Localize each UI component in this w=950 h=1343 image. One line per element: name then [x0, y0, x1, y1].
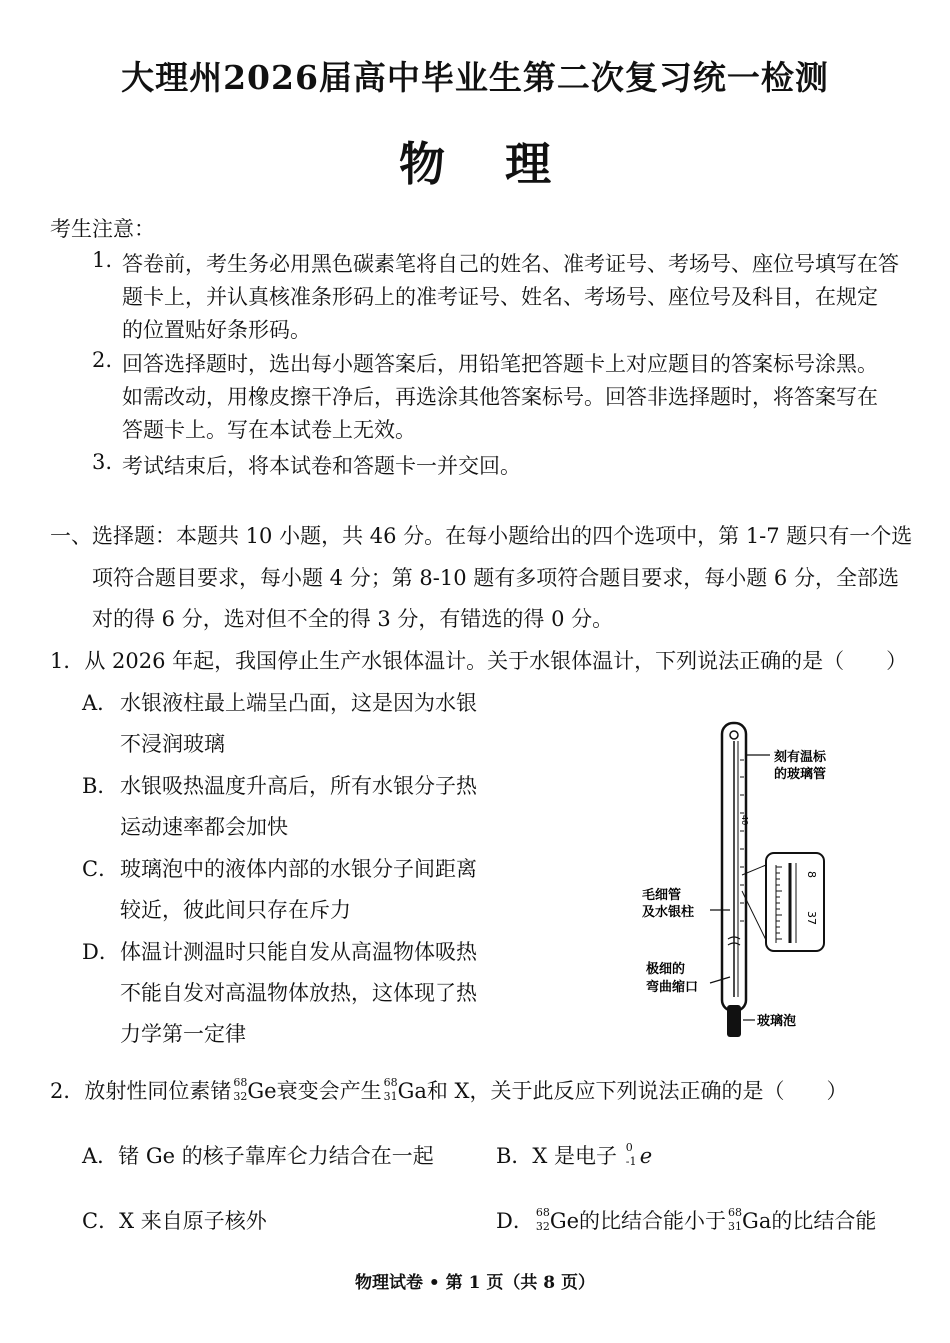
option-label: B． — [82, 774, 119, 798]
stem-part: 和 X，关于此反应下列说法正确的是（ ） — [426, 1079, 848, 1103]
label-tube-line1: 刻有温标 — [774, 750, 827, 765]
element-symbol: Ga — [742, 1209, 772, 1233]
option-label: D． — [496, 1209, 534, 1233]
page-footer: 物理试卷 • 第 1 页（共 8 页） — [354, 1273, 596, 1293]
isotope-ga: 68 31 — [383, 1076, 398, 1103]
scale-label: 40 — [740, 815, 749, 826]
notice-item-line: 题卡上，并认真核准条形码上的准考证号、姓名、考场号、座位号及科目，在规定 — [122, 285, 878, 309]
option-text: 运动速率都会加快 — [120, 815, 288, 839]
option-text: 不能自发对高温物体放热，这体现了热 — [120, 981, 477, 1005]
q2-option-b — [496, 1140, 652, 1170]
notice-item-number: 2. — [92, 348, 113, 372]
q2-option-d — [496, 1205, 876, 1235]
section-instruction: 对的得 6 分，选对但不全的得 3 分，有错选的得 0 分。 — [92, 607, 614, 631]
option-text: 较近，彼此间只存在斥力 — [120, 898, 351, 922]
q2-option-a: A．锗 Ge 的核子靠库仑力结合在一起 — [82, 1144, 434, 1168]
option-text: 体温计测温时只能自发从高温物体吸热 — [120, 940, 477, 964]
isotope-ga: 68 31 — [728, 1206, 743, 1233]
option-text: 的比结合能小于 — [579, 1209, 727, 1233]
notice-item-line: 的位置贴好条形码。 — [122, 318, 311, 342]
option-text: B．X 是电子 — [496, 1144, 618, 1168]
notice-heading: 考生注意： — [50, 217, 155, 241]
option-text: 力学第一定律 — [120, 1022, 246, 1046]
label-neck-line1: 极细的 — [646, 962, 686, 977]
question-1-stem: 1．从 2026 年起，我国停止生产水银体温计。关于水银体温计，下列说法正确的是（ ） — [50, 649, 908, 673]
notice-item-line: 考试结束后，将本试卷和答题卡一并交回。 — [122, 454, 521, 478]
option-label: D． — [82, 940, 120, 964]
element-symbol: Ge — [549, 1209, 580, 1233]
label-tube-line2: 的玻璃管 — [774, 767, 827, 782]
thermometer-figure — [630, 715, 860, 1045]
isotope-ge: 68 32 — [233, 1076, 248, 1103]
notice-item-number: 3. — [92, 450, 113, 474]
electron-notation: 0 -1 — [625, 1141, 637, 1168]
option-text: 水银液柱最上端呈凸面，这是因为水银 — [120, 691, 477, 715]
option-text: 的比结合能 — [771, 1209, 877, 1233]
stem-part: 衰变会产生 — [276, 1079, 382, 1103]
option-label: A． — [82, 691, 119, 715]
exam-title: 大理州2026届高中毕业生第二次复习统一检测 — [121, 58, 829, 97]
section-instruction: 一、选择题：本题共 10 小题，共 46 分。在每小题给出的四个选项中，第 1-7 题只有一个选 — [50, 524, 913, 548]
notice-item-line: 如需改动，用橡皮擦干净后，再选涂其他答案标号。回答非选择题时，将答案写在 — [122, 385, 878, 409]
notice-item-line: 回答选择题时，选出每小题答案后，用铅笔把答题卡上对应题目的答案标号涂黑。 — [122, 352, 878, 376]
option-label: C． — [82, 857, 120, 881]
notice-item-line: 答卷前，考生务必用黑色碳素笔将自己的姓名、准考证号、考场号、座位号填写在答 — [122, 252, 899, 276]
label-bulb: 玻璃泡 — [757, 1014, 797, 1029]
notice-item-line: 答题卡上。写在本试卷上无效。 — [122, 418, 416, 442]
question-2-stem — [50, 1075, 848, 1105]
stem-part: 2．放射性同位素锗 — [50, 1079, 232, 1103]
section-instruction: 项符合题目要求，每小题 4 分；第 8-10 题有多项符合题目要求，每小题 6 分，全部选 — [92, 566, 899, 590]
subject-title: 物理 — [399, 137, 611, 191]
label-neck-line2: 弯曲缩口 — [646, 980, 699, 995]
inset-mark-top: 8 — [805, 871, 818, 878]
option-text: 玻璃泡中的液体内部的水银分子间距离 — [120, 857, 477, 881]
option-text: 不浸润玻璃 — [120, 732, 225, 756]
label-capillary-line2: 及水银柱 — [642, 905, 695, 920]
isotope-ge: 68 32 — [535, 1206, 550, 1233]
electron-symbol: e — [639, 1144, 653, 1168]
label-capillary-line1: 毛细管 — [642, 888, 682, 903]
q2-option-c: C．X 来自原子核外 — [82, 1209, 267, 1233]
element-symbol: Ge — [247, 1079, 277, 1103]
notice-item-number: 1. — [92, 248, 113, 272]
inset-mark-bottom: 37 — [805, 911, 818, 925]
element-symbol: Ga — [397, 1079, 427, 1103]
option-text: 水银吸热温度升高后，所有水银分子热 — [120, 774, 477, 798]
